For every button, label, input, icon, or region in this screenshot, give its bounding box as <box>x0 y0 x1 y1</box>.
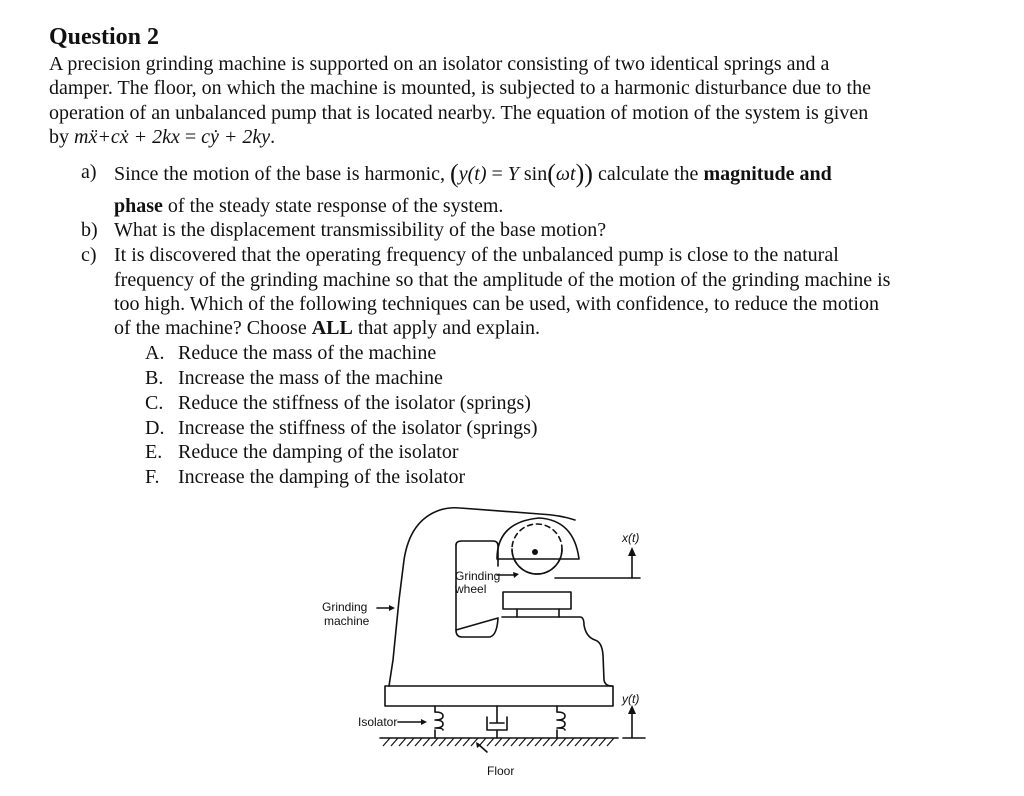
formula-Y: Y <box>507 163 519 185</box>
x-arrow-head <box>628 547 636 556</box>
question-title: Question 2 <box>49 24 160 50</box>
option-c-letter: C. <box>145 392 164 414</box>
machine-body-right <box>502 617 612 686</box>
part-c-line-1: It is discovered that the operating frequency of the unbalanced pump is close to the natural <box>114 244 839 266</box>
equation-period: . <box>270 126 276 148</box>
part-b-text: What is the displacement transmissibility of the base motion? <box>114 219 607 241</box>
part-c-last-pre: of the machine? Choose <box>114 317 312 339</box>
part-c-label: c) <box>81 244 97 266</box>
floor-hatching <box>383 738 614 746</box>
option-f-letter: F. <box>145 466 160 488</box>
formula-arg-open: ( <box>547 159 556 188</box>
part-a-text-post: calculate the <box>597 163 699 185</box>
y-reference-line <box>623 710 645 738</box>
equation-rhs: cẏ + 2ky <box>201 126 271 148</box>
floor-leader-arrowhead <box>476 742 481 748</box>
isolator-label: Isolator <box>358 715 398 729</box>
option-e-letter: E. <box>145 441 163 463</box>
workpiece <box>503 592 571 609</box>
grinding-wheel-label-2: wheel <box>455 582 487 596</box>
machine-leader-arrowhead <box>389 605 395 611</box>
y-arrow-head <box>628 705 636 714</box>
option-d-text: Increase the stiffness of the isolator (springs) <box>178 417 538 439</box>
wheel-leader-arrowhead <box>513 572 519 578</box>
by-text: by <box>49 126 69 148</box>
formula-y: y(t) <box>458 163 487 185</box>
damper <box>487 706 507 738</box>
intro-line-3: operation of an unbalanced pump that is located nearby. The equation of motion of the system is given <box>49 102 869 124</box>
part-a-bold-phase: phase <box>114 195 163 217</box>
option-a-text: Reduce the mass of the machine <box>178 342 437 364</box>
option-b-letter: B. <box>145 367 164 389</box>
option-f-text: Increase the damping of the isolator <box>178 466 466 488</box>
equation-equals: = <box>184 126 197 148</box>
grinding-machine-label-1: Grinding <box>322 600 368 614</box>
option-b-text: Increase the mass of the machine <box>178 367 443 389</box>
grinding-wheel-label-1: Grinding <box>455 569 501 583</box>
wheel-center-dot <box>532 549 538 555</box>
grinding-machine-label-2: machine <box>324 614 370 628</box>
part-c-last-bold: ALL <box>311 317 353 339</box>
part-c-last-post: that apply and explain. <box>352 317 541 339</box>
part-a-bold-end: magnitude and <box>703 163 832 185</box>
part-a-line2-rest: of the steady state response of the system. <box>162 195 504 217</box>
formula-close-paren: ) <box>584 159 593 188</box>
formula-arg: ωt <box>555 163 576 185</box>
part-c-line-3: too high. Which of the following techniques can be used, with confidence, to reduce the motion <box>114 293 879 315</box>
intro-line-1: A precision grinding machine is supported on an isolator consisting of two identical springs and a <box>49 53 830 75</box>
isolator-leader-arrowhead <box>421 719 427 725</box>
option-d-letter: D. <box>145 417 165 439</box>
machine-body-outline <box>389 508 575 686</box>
x-t-label: x(t) <box>622 531 640 545</box>
part-b-label: b) <box>81 219 98 241</box>
base-plate <box>385 686 613 706</box>
option-a-letter: A. <box>145 342 165 364</box>
part-a-text-pre: Since the motion of the base is harmonic, <box>114 163 446 185</box>
formula-open-paren: ( <box>450 159 459 188</box>
formula-sin: sin <box>523 163 548 185</box>
option-e-text: Reduce the damping of the isolator <box>178 441 459 463</box>
y-t-label: y(t) <box>622 692 640 706</box>
floor-label: Floor <box>487 764 515 778</box>
intro-line-2: damper. The floor, on which the machine is mounted, is subjected to a harmonic disturbance due to the <box>49 77 871 99</box>
part-a-label: a) <box>81 161 97 183</box>
formula-arg-close: ) <box>575 159 585 188</box>
equation-lhs: mẍ+cẋ + 2kx <box>74 126 180 148</box>
formula-equals: = <box>491 163 503 185</box>
option-c-text: Reduce the stiffness of the isolator (springs) <box>178 392 531 414</box>
part-c-line-2: frequency of the grinding machine so that the amplitude of the motion of the grinding machine is <box>114 269 891 291</box>
